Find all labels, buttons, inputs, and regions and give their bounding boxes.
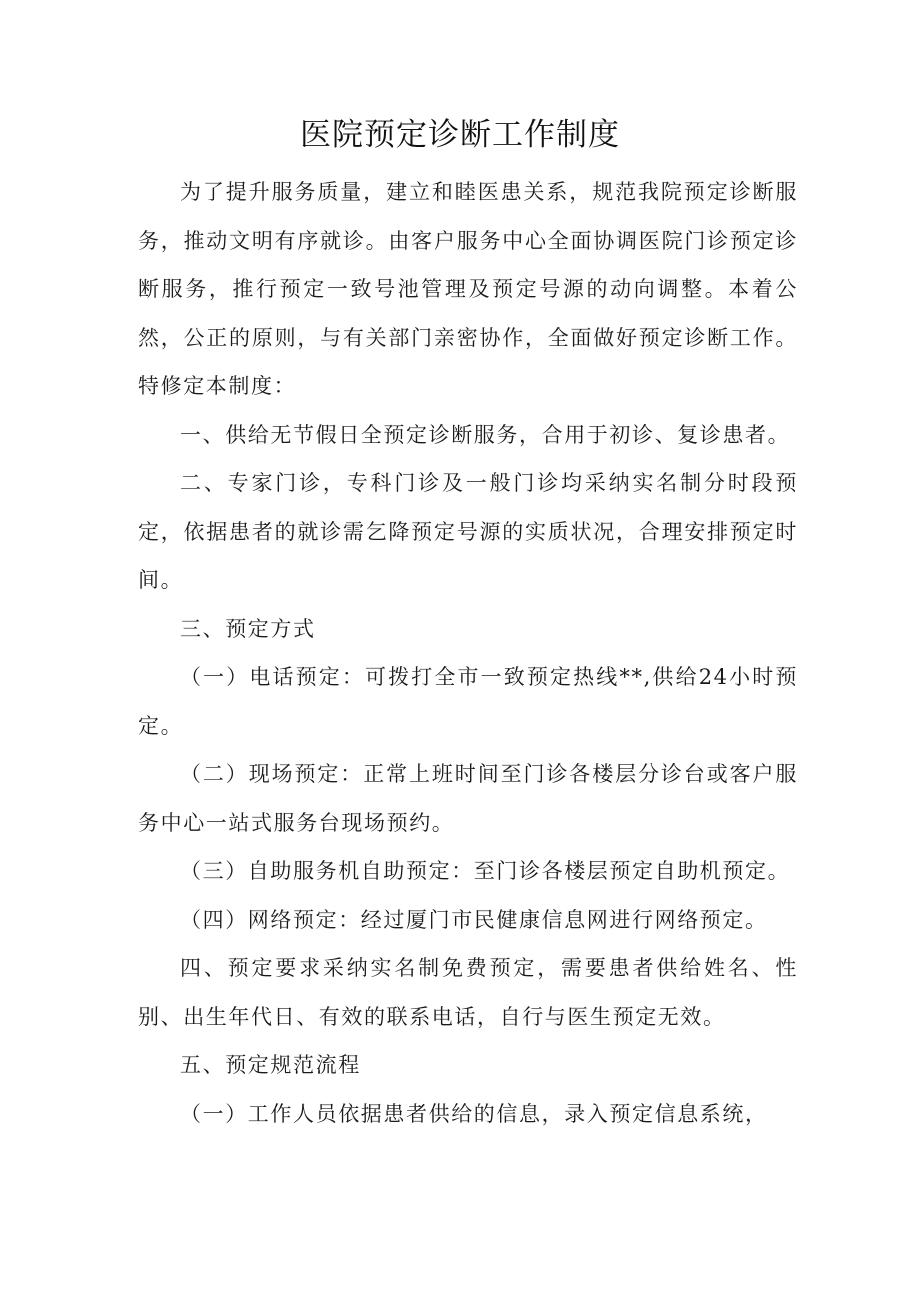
paragraph-phone-booking: （一）电话预定：可拨打全市一致预定热线**,供给24小时预定。 [138, 665, 798, 738]
paragraph-intro: 为了提升服务质量，建立和睦医患关系，规范我院预定诊断服务，推动文明有序就诊。由客户服务中心全面协调医院门诊预定诊断服务，推行预定一致号池管理及预定号源的动向调整。本着公然，公正的原则，与有关部门亲密协作，全面做好预定诊断工作。特修定本制度： [138, 180, 798, 398]
paragraph-item-3-heading: 三、预定方式 [180, 616, 316, 641]
document-title: 医院预定诊断工作制度 [300, 117, 620, 153]
paragraph-kiosk-booking: （三）自助服务机自助预定：至门诊各楼层预定自助机预定。 [180, 859, 791, 883]
document-body [138, 168, 798, 1138]
paragraph-onsite-booking: （二）现场预定：正常上班时间至门诊各楼层分诊台或客户服务中心一站式服务台现场预约。 [138, 762, 798, 835]
paragraph-item-4: 四、预定要求采纳实名制免费预定，需要患者供给姓名、性别、出生年代日、有效的联系电话，自行与医生预定无效。 [138, 956, 798, 1029]
paragraph-online-booking: （四）网络预定：经过厦门市民健康信息网进行网络预定。 [180, 907, 768, 932]
paragraph-item-1: 一、供给无节假日全预定诊断服务，合用于初诊、复诊患者。 [180, 422, 791, 447]
paragraph-item-2: 二、专家门诊，专科门诊及一般门诊均采纳实名制分时段预定，依据患者的就诊需乞降预定号源的实质状况，合理安排预定时间。 [138, 471, 798, 592]
paragraph-procedure-1: （一）工作人员依据患者供给的信息，录入预定信息系统， [180, 1101, 768, 1126]
paragraph-item-5-heading: 五、预定规范流程 [180, 1053, 361, 1077]
